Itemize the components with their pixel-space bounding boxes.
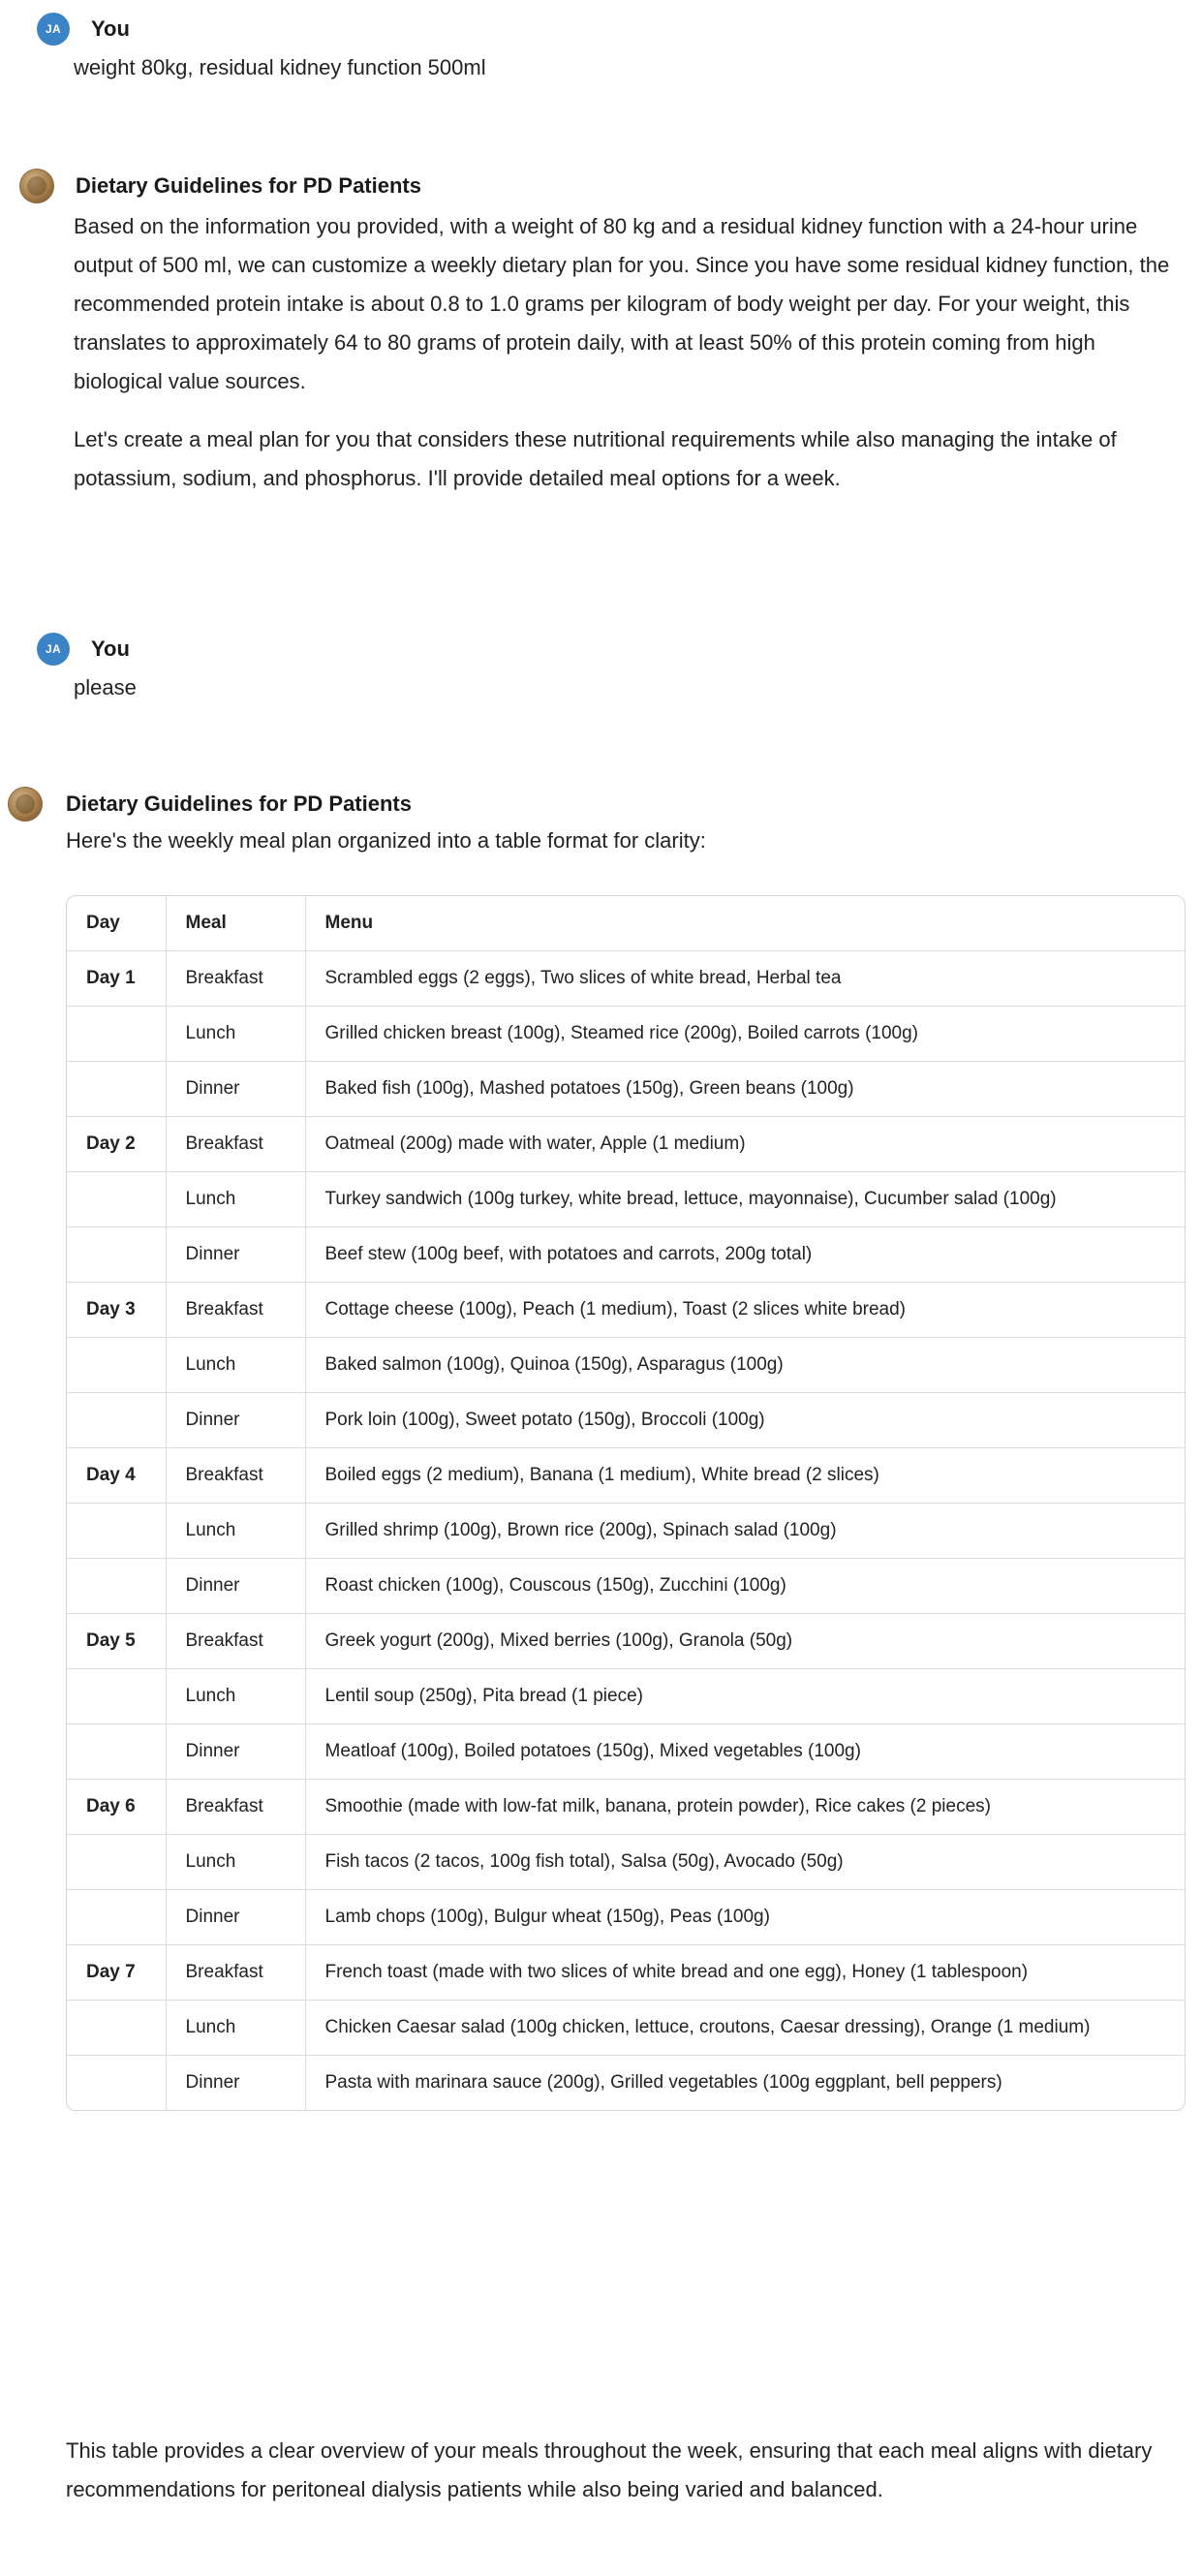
meal-cell: Dinner [166, 1724, 305, 1780]
message-body [74, 207, 1202, 498]
table-row [67, 1448, 1185, 1504]
table-row [67, 1117, 1185, 1172]
menu-cell: Lentil soup (250g), Pita bread (1 piece) [305, 1669, 1185, 1724]
day-cell: Day 2 [67, 1117, 166, 1172]
meal-cell: Lunch [166, 1172, 305, 1227]
user-avatar[interactable]: JA [37, 13, 70, 46]
assistant-avatar-icon [27, 176, 46, 196]
assistant-avatar[interactable] [8, 787, 43, 822]
table-row [67, 2001, 1185, 2056]
meal-cell: Breakfast [166, 1283, 305, 1338]
day-cell [67, 1724, 166, 1780]
assistant-message [0, 783, 1202, 880]
table-row [67, 1945, 1185, 2001]
day-cell [67, 1890, 166, 1945]
table-row [67, 1669, 1185, 1724]
sender-name: Dietary Guidelines for PD Patients [66, 791, 412, 816]
meal-cell: Breakfast [166, 1945, 305, 2001]
message-body [74, 668, 1202, 707]
menu-cell: Oatmeal (200g) made with water, Apple (1 medium) [305, 1117, 1185, 1172]
meal-cell: Breakfast [166, 951, 305, 1007]
menu-cell: Roast chicken (100g), Couscous (150g), Zucchini (100g) [305, 1559, 1185, 1614]
table-row [67, 1007, 1185, 1062]
day-cell [67, 1338, 166, 1393]
table-row [67, 1062, 1185, 1117]
message-body [66, 2432, 1202, 2509]
menu-cell: Lamb chops (100g), Bulgur wheat (150g), Peas (100g) [305, 1890, 1185, 1945]
table-row [67, 1559, 1185, 1614]
menu-cell: Baked fish (100g), Mashed potatoes (150g), Green beans (100g) [305, 1062, 1185, 1117]
menu-cell: Boiled eggs (2 medium), Banana (1 medium), White bread (2 slices) [305, 1448, 1185, 1504]
meal-cell: Lunch [166, 1007, 305, 1062]
day-cell: Day 4 [67, 1448, 166, 1504]
menu-cell: Pasta with marinara sauce (200g), Grilled vegetables (100g eggplant, bell peppers) [324, 2072, 1002, 2093]
table-row [67, 951, 1185, 1007]
table-row [67, 1835, 1185, 1890]
day-cell [67, 2001, 166, 2056]
menu-cell: Baked salmon (100g), Quinoa (150g), Asparagus (100g) [305, 1338, 1185, 1393]
meal-cell: Lunch [166, 1835, 305, 1890]
menu-cell: Beef stew (100g beef, with potatoes and carrots, 200g total) [305, 1227, 1185, 1283]
meal-cell: Lunch [166, 1338, 305, 1393]
message-text: please [74, 675, 137, 699]
message-header [0, 8, 1202, 50]
menu-cell: Pork loin (100g), Sweet potato (150g), Broccoli (100g) [305, 1393, 1185, 1448]
day-cell [67, 1393, 166, 1448]
table-intro: Here's the weekly meal plan organized into a table format for clarity: [66, 828, 706, 853]
message-header [0, 783, 1202, 825]
day-cell: Day 3 [67, 1283, 166, 1338]
table-row [67, 1780, 1185, 1835]
meal-cell: Breakfast [166, 1117, 305, 1172]
assistant-avatar[interactable] [19, 169, 54, 203]
table-row [67, 1338, 1185, 1393]
table-outro: This table provides a clear overview of your meals throughout the week, ensuring that each meal aligns with dietary recommendations for peritoneal dialysis patients while also being varied and balanced. [66, 2438, 1153, 2501]
message-body [74, 48, 1202, 87]
meal-cell: Lunch [166, 1504, 305, 1559]
meal-cell: Dinner [166, 1062, 305, 1117]
meal-cell: Dinner [166, 2056, 305, 2111]
day-cell: Day 1 [67, 951, 166, 1007]
menu-cell: Meatloaf (100g), Boiled potatoes (150g), Mixed vegetables (100g) [305, 1724, 1185, 1780]
day-cell [67, 1504, 166, 1559]
day-cell [67, 1669, 166, 1724]
user-message [0, 8, 1202, 107]
table-row [67, 1172, 1185, 1227]
menu-cell: Chicken Caesar salad (100g chicken, lettuce, croutons, Caesar dressing), Orange (1 medium) [305, 2001, 1185, 2056]
day-cell [67, 1559, 166, 1614]
menu-cell: Grilled chicken breast (100g), Steamed rice (200g), Boiled carrots (100g) [305, 1007, 1185, 1062]
menu-cell: Greek yogurt (200g), Mixed berries (100g), Granola (50g) [305, 1614, 1185, 1669]
day-cell [67, 1062, 166, 1117]
day-cell [67, 1172, 166, 1227]
meal-cell: Lunch [166, 2001, 305, 2056]
day-cell [67, 1007, 166, 1062]
menu-cell: Cottage cheese (100g), Peach (1 medium), Toast (2 slices white bread) [305, 1283, 1185, 1338]
day-cell: Day 5 [67, 1614, 166, 1669]
day-cell [67, 2056, 166, 2111]
user-avatar[interactable]: JA [37, 633, 70, 666]
assistant-avatar-icon [15, 794, 35, 814]
meal-cell: Dinner [166, 1227, 305, 1283]
meal-plan-table [66, 895, 1186, 2111]
assistant-message [0, 165, 1202, 517]
menu-cell: Smoothie (made with low-fat milk, banana, protein powder), Rice cakes (2 pieces) [305, 1780, 1185, 1835]
day-cell [67, 1835, 166, 1890]
day-cell: Day 7 [67, 1945, 166, 2001]
meal-cell: Dinner [166, 1393, 305, 1448]
day-cell: Day 6 [67, 1780, 166, 1835]
table-row [67, 1504, 1185, 1559]
sender-name: You [91, 16, 130, 41]
user-message [0, 628, 1202, 727]
menu-cell: Scrambled eggs (2 eggs), Two slices of white bread, Herbal tea [305, 951, 1185, 1007]
table-body [67, 951, 1185, 2111]
message-header [0, 165, 1202, 207]
table-header-row [67, 896, 1185, 951]
sender-name: You [91, 636, 130, 661]
sender-name: Dietary Guidelines for PD Patients [76, 173, 421, 198]
table-row [67, 1890, 1185, 1945]
table-row [67, 1393, 1185, 1448]
day-cell [67, 1227, 166, 1283]
column-header-meal: Meal [166, 896, 305, 951]
menu-cell: Grilled shrimp (100g), Brown rice (200g), Spinach salad (100g) [305, 1504, 1185, 1559]
table-row [67, 1614, 1185, 1669]
menu-cell: Fish tacos (2 tacos, 100g fish total), Salsa (50g), Avocado (50g) [305, 1835, 1185, 1890]
menu-cell: Turkey sandwich (100g turkey, white bread, lettuce, mayonnaise), Cucumber salad (100g) [305, 1172, 1185, 1227]
message-paragraph: Let's create a meal plan for you that considers these nutritional requirements while also managing the intake of potassium, sodium, and phosphorus. I'll provide detailed meal options for a week. [74, 427, 1117, 490]
meal-cell: Breakfast [166, 1448, 305, 1504]
table-row [67, 2056, 1185, 2111]
meal-cell: Breakfast [166, 1614, 305, 1669]
table-outro-block [0, 2432, 1202, 2529]
message-text: weight 80kg, residual kidney function 500ml [74, 55, 486, 79]
column-header-day: Day [67, 896, 166, 951]
message-body [66, 822, 1202, 860]
meal-cell: Lunch [166, 1669, 305, 1724]
meal-cell: Dinner [166, 1559, 305, 1614]
table-row [67, 1227, 1185, 1283]
table-row [67, 1724, 1185, 1780]
message-header [0, 628, 1202, 670]
meal-cell: Dinner [166, 1890, 305, 1945]
menu-cell: French toast (made with two slices of white bread and one egg), Honey (1 tablespoon) [305, 1945, 1185, 2001]
table-row [67, 1283, 1185, 1338]
message-paragraph: Based on the information you provided, with a weight of 80 kg and a residual kidney function with a 24-hour urine output of 500 ml, we can customize a weekly dietary plan for you. Since you have some residual kidney function, the recommended protein intake is about 0.8 to 1.0 grams per kilogram of body weight per day. For your weight, this translates to approximately 64 to 80 grams of protein daily, with at least 50% of this protein coming from high biological value sources. [74, 214, 1170, 393]
meal-cell: Breakfast [166, 1780, 305, 1835]
column-header-menu: Menu [305, 896, 1185, 951]
